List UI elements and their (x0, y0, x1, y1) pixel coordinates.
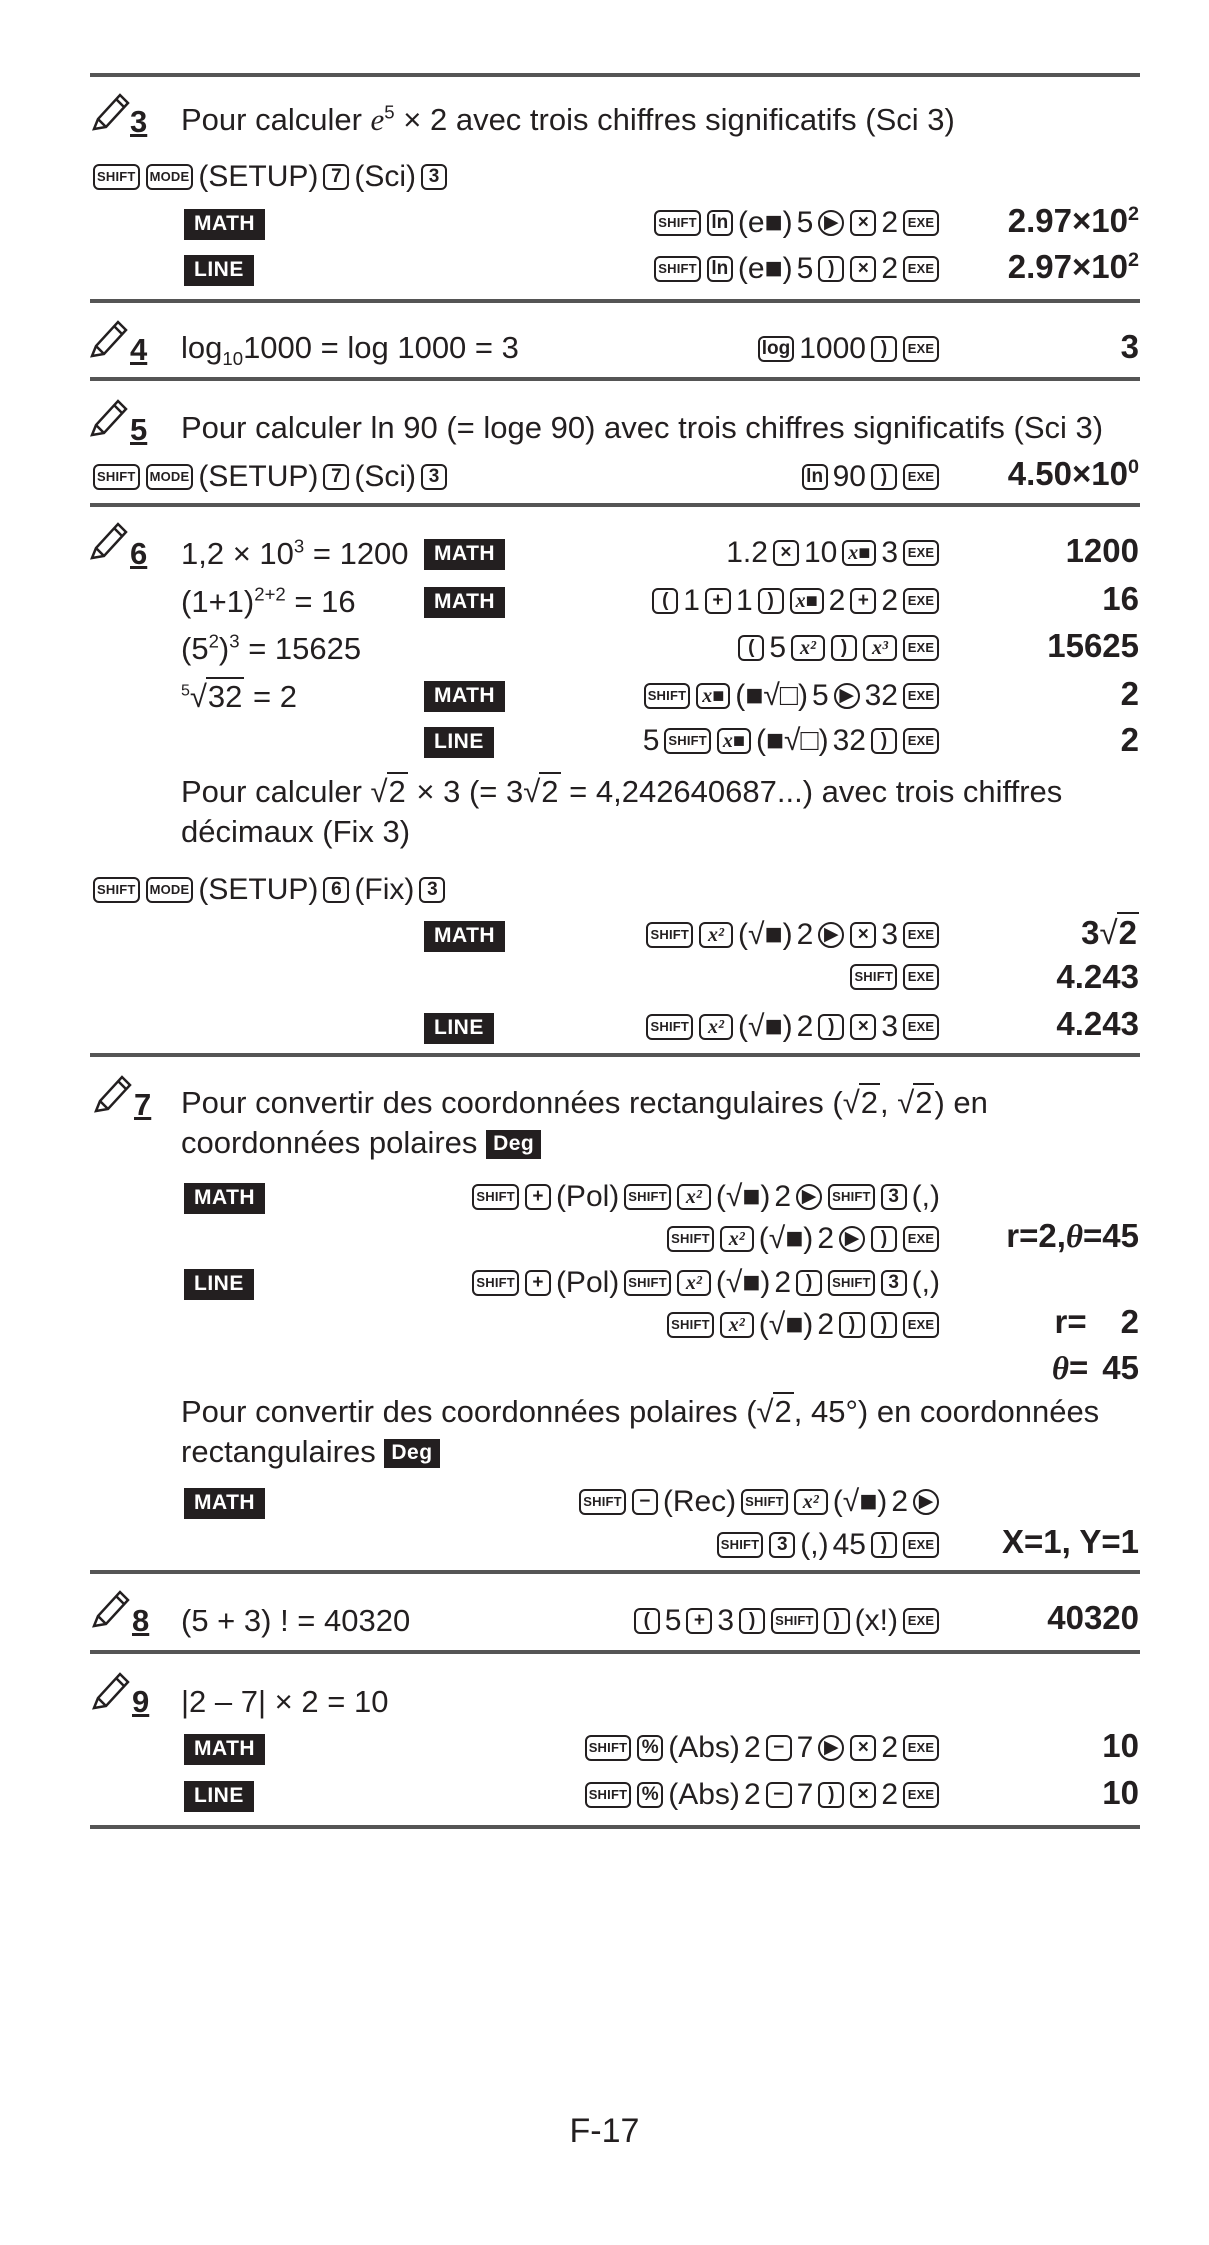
rule-4 (90, 377, 1140, 381)
pencil-icon (90, 1670, 134, 1712)
exe-key[interactable]: EXE (903, 964, 939, 990)
log-key[interactable]: log (758, 336, 795, 362)
three-key[interactable]: 3 (881, 1270, 907, 1296)
times-key[interactable]: × (850, 256, 876, 282)
example-number: 9 (132, 1684, 150, 1719)
x-squared-key[interactable]: x² (699, 1014, 733, 1040)
exe-key[interactable]: EXE (903, 1532, 939, 1558)
exe-key[interactable]: EXE (903, 1608, 939, 1634)
example-number: 7 (134, 1087, 152, 1122)
ex8-text: (5 + 3) ! = 40320 (181, 1603, 411, 1638)
minus-key[interactable]: − (766, 1735, 792, 1761)
shift-key[interactable]: SHIFT (579, 1489, 626, 1515)
minus-key[interactable]: − (632, 1489, 658, 1515)
ex7-line-sequence-1: SHIFT + (Pol) SHIFT x² (√■) 2 ) SHIFT 3 (,) (469, 1266, 942, 1300)
rule-8 (90, 1650, 1140, 1654)
math-badge: MATH (184, 1488, 265, 1519)
close-paren-key[interactable]: ) (871, 464, 897, 490)
exe-key[interactable]: EXE (903, 728, 939, 754)
ex6-setup-sequence: SHIFT MODE (SETUP) 6 (Fix) 3 (90, 873, 448, 907)
x-squared-key[interactable]: x² (677, 1270, 711, 1296)
close-paren-key[interactable]: ) (818, 1014, 844, 1040)
deg-badge: Deg (384, 1439, 439, 1468)
exe-key[interactable]: EXE (903, 540, 939, 566)
ex8-result: 40320 (1047, 1599, 1139, 1636)
shift-key[interactable]: SHIFT (667, 1312, 714, 1338)
example-number: 4 (130, 332, 148, 367)
right-key[interactable]: ▶ (913, 1489, 939, 1515)
three-key[interactable]: 3 (421, 464, 447, 490)
exe-key[interactable]: EXE (903, 588, 939, 614)
seven-key[interactable]: 7 (323, 464, 349, 490)
ex6-formula-1: $1,2 \times 10^3 = 1200$ (181, 535, 409, 571)
six-key[interactable]: 6 (323, 877, 349, 903)
close-paren-key[interactable]: ) (839, 1312, 865, 1338)
x-power-key[interactable]: x■ (696, 683, 730, 709)
line-badge: LINE (184, 1269, 254, 1300)
ex6-result-5: 2 (1120, 721, 1139, 758)
example-number: 3 (130, 104, 148, 139)
ex7-math-result: r=2,θ=45 (1006, 1217, 1139, 1255)
close-paren-key[interactable]: ) (818, 256, 844, 282)
ex3-setup-sequence: SHIFT MODE (SETUP) 7 (Sci) 3 (90, 160, 450, 194)
close-paren-key[interactable]: ) (739, 1608, 765, 1634)
exe-key[interactable]: EXE (903, 635, 939, 661)
line-badge: LINE (184, 1781, 254, 1812)
ex4-sequence: log 1000 ) EXE (755, 332, 942, 366)
right-key[interactable]: ▶ (796, 1184, 822, 1210)
ex7-math-sequence-2: SHIFT x² (√■) 2 ▶ ) EXE (664, 1222, 942, 1256)
shift-key[interactable]: SHIFT (472, 1270, 519, 1296)
shift-key[interactable]: SHIFT (667, 1226, 714, 1252)
right-key[interactable]: ▶ (834, 683, 860, 709)
ex6-sequence-2: ( 1 + 1 ) x■ 2 + 2 EXE (649, 584, 942, 618)
shift-key[interactable]: SHIFT (828, 1270, 875, 1296)
exe-key[interactable]: EXE (903, 210, 939, 236)
close-paren-key[interactable]: ) (871, 1312, 897, 1338)
shift-key[interactable]: SHIFT (93, 464, 140, 490)
rule-top (90, 73, 1140, 77)
three-key[interactable]: 3 (419, 877, 445, 903)
exe-key[interactable]: EXE (903, 1226, 939, 1252)
percent-key[interactable]: % (637, 1735, 663, 1761)
times-key[interactable]: × (850, 1014, 876, 1040)
percent-key[interactable]: % (637, 1782, 663, 1808)
times-key[interactable]: × (850, 210, 876, 236)
ex6-result-7: 4.243 (1056, 958, 1139, 995)
mode-key[interactable]: MODE (146, 464, 194, 490)
ex3-math-result: $2.97\times 10^2$ (1007, 202, 1139, 239)
ex6-sequence-6: SHIFT x² (√■) 2 ▶ × 3 EXE (643, 918, 942, 952)
ex6-sequence-5: 5 SHIFT x■ (■√□) 32 ) EXE (641, 724, 942, 758)
ex5-result: $4.50\times 10^0$ (1007, 455, 1139, 492)
ex9-line-sequence: SHIFT % (Abs) 2 − 7 ) × 2 EXE (582, 1778, 942, 1812)
pencil-icon (90, 1588, 134, 1630)
exe-key[interactable]: EXE (903, 336, 939, 362)
ex6-formula-3: $(5^2)^3 = 15625$ (181, 630, 362, 666)
ln-key[interactable]: ln (707, 256, 733, 282)
ex7-line-1: Pour convertir des coordonnées rectangulaires (√2, √2) en (181, 1085, 988, 1120)
ex6-formula-4: $^5$√32 = 2 (181, 679, 297, 714)
open-paren-key[interactable]: ( (738, 635, 764, 661)
shift-key[interactable]: SHIFT (624, 1184, 671, 1210)
shift-key[interactable]: SHIFT (741, 1489, 788, 1515)
math-badge: MATH (424, 539, 505, 570)
pencil-icon (88, 397, 132, 439)
x-squared-key[interactable]: x² (720, 1312, 754, 1338)
math-badge: MATH (424, 587, 505, 618)
shift-key[interactable]: SHIFT (93, 877, 140, 903)
ex7-line-result-r: r= 2 (1054, 1303, 1139, 1340)
ex6-result-2: 16 (1102, 580, 1139, 617)
ex3-line-sequence: SHIFT ln (e■) 5 ) × 2 EXE (651, 252, 942, 286)
close-paren-key[interactable]: ) (871, 1226, 897, 1252)
ex8-sequence: ( 5 + 3 ) SHIFT ) (x!) EXE (631, 1604, 942, 1638)
exe-key[interactable]: EXE (903, 1312, 939, 1338)
shift-key[interactable]: SHIFT (646, 922, 693, 948)
x-squared-key[interactable]: x² (720, 1226, 754, 1252)
ex3-line-result: $2.97\times 10^2$ (1007, 248, 1139, 285)
ex9-text: |2 – 7| × 2 = 10 (181, 1684, 389, 1719)
ex7-line-result-theta: θ= 45 (1051, 1349, 1139, 1387)
ex7-line-4: rectangulaires Deg (181, 1434, 440, 1470)
shift-key[interactable]: SHIFT (664, 728, 711, 754)
exe-key[interactable]: EXE (903, 683, 939, 709)
ex7-line-2: coordonnées polaires Deg (181, 1125, 541, 1161)
right-key[interactable]: ▶ (818, 210, 844, 236)
math-badge: MATH (184, 209, 265, 240)
rule-7 (90, 1570, 1140, 1574)
seven-key[interactable]: 7 (323, 164, 349, 190)
x-power-key[interactable]: x■ (717, 728, 751, 754)
ln-key[interactable]: ln (707, 210, 733, 236)
pencil-icon (92, 1073, 136, 1115)
shift-key[interactable]: SHIFT (828, 1184, 875, 1210)
pencil-icon (88, 520, 132, 562)
three-key[interactable]: 3 (421, 164, 447, 190)
pencil-icon (88, 318, 132, 360)
exe-key[interactable]: EXE (903, 464, 939, 490)
ex7-rec-result: X=1, Y=1 (1001, 1523, 1139, 1560)
close-paren-key[interactable]: ) (871, 1532, 897, 1558)
plus-key[interactable]: + (686, 1608, 712, 1634)
ex6-paragraph-line-1: Pour calculer √2 × 3 (= 3√2 = 4,242640687...) avec trois chiffres (181, 774, 1063, 809)
ex6-result-3: 15625 (1047, 627, 1139, 664)
exe-key[interactable]: EXE (903, 1735, 939, 1761)
math-badge: MATH (424, 681, 505, 712)
shift-key[interactable]: SHIFT (654, 256, 701, 282)
page-number: F-17 (569, 2112, 640, 2150)
close-paren-key[interactable]: ) (871, 336, 897, 362)
ex6-sequence-7 (847, 964, 942, 990)
math-badge: MATH (184, 1734, 265, 1765)
ex6-result-4: 2 (1120, 675, 1139, 712)
example-4-text: $\log_{10}1000 = \log 1000 = 3$ (181, 330, 519, 370)
times-key[interactable]: × (773, 540, 799, 566)
close-paren-key[interactable]: ) (796, 1270, 822, 1296)
ex7-rec-sequence-1: SHIFT − (Rec) SHIFT x² (√■) 2 ▶ (576, 1485, 942, 1519)
x-cubed-key[interactable]: x³ (863, 635, 897, 661)
rule-6 (90, 1053, 1140, 1057)
x-squared-key[interactable]: x² (699, 922, 733, 948)
ex6-sequence-8: SHIFT x² (√■) 2 ) × 3 EXE (643, 1010, 942, 1044)
x-squared-key[interactable]: x² (677, 1184, 711, 1210)
ex6-result-1: 1200 (1065, 532, 1139, 569)
right-key[interactable]: ▶ (818, 1735, 844, 1761)
math-badge: MATH (184, 1183, 265, 1214)
ex6-result-6: 3√2 (1081, 914, 1137, 951)
plus-key[interactable]: + (850, 588, 876, 614)
exe-key[interactable]: EXE (903, 256, 939, 282)
times-key[interactable]: × (850, 1735, 876, 1761)
plus-key[interactable]: + (525, 1184, 551, 1210)
line-badge: LINE (424, 1013, 494, 1044)
mode-key[interactable]: MODE (146, 164, 194, 190)
example-3-text: Pour calculer $e^5 \times 2$ avec trois chiffres significatifs (Sci 3) (181, 101, 955, 137)
plus-key[interactable]: + (525, 1270, 551, 1296)
ex9-line-result: 10 (1102, 1774, 1139, 1811)
x-squared-key[interactable]: x² (794, 1489, 828, 1515)
open-paren-key[interactable]: ( (652, 588, 678, 614)
math-badge: MATH (424, 921, 505, 952)
close-paren-key[interactable]: ) (871, 728, 897, 754)
ex5-sequence: ln 90 ) EXE (799, 460, 942, 494)
shift-key[interactable]: SHIFT (771, 1608, 818, 1634)
ex7-rec-sequence-2: SHIFT 3 (,) 45 ) EXE (714, 1528, 942, 1562)
example-number: 8 (132, 1603, 150, 1638)
shift-key[interactable]: SHIFT (646, 1014, 693, 1040)
ln-key[interactable]: ln (802, 464, 828, 490)
x-power-key[interactable]: x■ (790, 588, 824, 614)
example-number: 6 (130, 536, 148, 571)
right-key[interactable]: ▶ (839, 1226, 865, 1252)
shift-key[interactable]: SHIFT (850, 964, 897, 990)
shift-key[interactable]: SHIFT (654, 210, 701, 236)
ex7-line-sequence-2: SHIFT x² (√■) 2 ) ) EXE (664, 1308, 942, 1342)
close-paren-key[interactable]: ) (818, 1782, 844, 1808)
mode-key[interactable]: MODE (146, 877, 194, 903)
pencil-icon (90, 91, 134, 133)
exe-key[interactable]: EXE (903, 1014, 939, 1040)
example-5-text: Pour calculer ln 90 (= loge 90) avec trois chiffres significatifs (Sci 3) (181, 410, 1104, 445)
x-power-key[interactable]: x■ (842, 540, 876, 566)
shift-key[interactable]: SHIFT (624, 1270, 671, 1296)
example-number: 5 (130, 412, 148, 447)
ex6-paragraph-line-2: décimaux (Fix 3) (181, 814, 411, 849)
x-squared-key[interactable]: x² (791, 635, 825, 661)
exe-key[interactable]: EXE (903, 922, 939, 948)
line-badge: LINE (424, 727, 494, 758)
three-key[interactable]: 3 (881, 1184, 907, 1210)
ex3-math-sequence: SHIFT ln (e■) 5 ▶ × 2 EXE (651, 206, 942, 240)
ex6-formula-2: $(1+1)^{2+2} = 16$ (181, 583, 356, 619)
shift-key[interactable]: SHIFT (644, 683, 691, 709)
shift-key[interactable]: SHIFT (717, 1532, 764, 1558)
open-paren-key[interactable]: ( (634, 1608, 660, 1634)
ex6-sequence-4: SHIFT x■ (■√□) 5 ▶ 32 EXE (641, 679, 942, 713)
ex7-line-3: Pour convertir des coordonnées polaires (√2, 45°) en coordonnées (181, 1394, 1100, 1429)
ex4-result: 3 (1120, 328, 1139, 365)
close-paren-key[interactable]: ) (824, 1608, 850, 1634)
ex5-setup-sequence: SHIFT MODE (SETUP) 7 (Sci) 3 (90, 460, 450, 494)
ex9-math-result: 10 (1102, 1727, 1139, 1764)
right-key[interactable]: ▶ (818, 922, 844, 948)
ex9-math-sequence: SHIFT % (Abs) 2 − 7 ▶ × 2 EXE (582, 1731, 942, 1765)
rule-9 (90, 1825, 1140, 1829)
close-paren-key[interactable]: ) (831, 635, 857, 661)
three-key[interactable]: 3 (769, 1532, 795, 1558)
line-badge: LINE (184, 255, 254, 286)
rule-3 (90, 299, 1140, 303)
deg-badge: Deg (486, 1130, 541, 1159)
rule-5 (90, 503, 1140, 507)
ex7-math-sequence-1: SHIFT + (Pol) SHIFT x² (√■) 2 ▶ SHIFT 3 (,) (469, 1180, 942, 1214)
exe-key[interactable]: EXE (903, 1782, 939, 1808)
plus-key[interactable]: + (705, 588, 731, 614)
ex6-sequence-1: 1.2 × 10 x■ 3 EXE (724, 536, 942, 570)
times-key[interactable]: × (850, 1782, 876, 1808)
shift-key[interactable]: SHIFT (472, 1184, 519, 1210)
ex6-result-8: 4.243 (1056, 1005, 1139, 1042)
ex6-sequence-3: ( 5 x² ) x³ EXE (735, 631, 942, 665)
close-paren-key[interactable]: ) (758, 588, 784, 614)
times-key[interactable]: × (850, 922, 876, 948)
minus-key[interactable]: − (766, 1782, 792, 1808)
shift-key[interactable]: SHIFT (585, 1782, 632, 1808)
shift-key[interactable]: SHIFT (585, 1735, 632, 1761)
shift-key[interactable]: SHIFT (93, 164, 140, 190)
